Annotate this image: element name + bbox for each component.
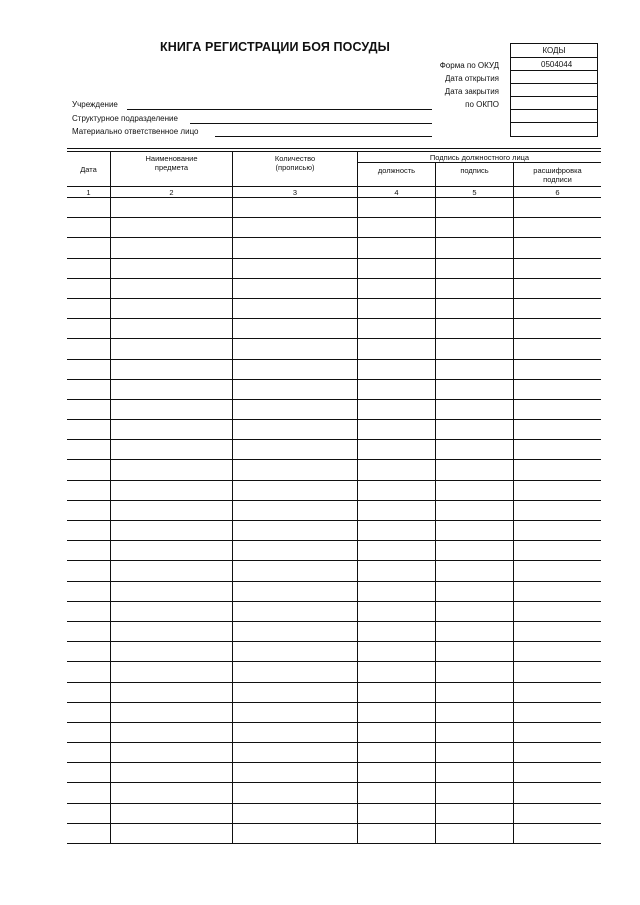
- table-row[interactable]: [67, 520, 601, 521]
- col-qty-header: Количество (прописью): [274, 154, 316, 172]
- col-num-5: 5: [472, 188, 477, 197]
- table-row[interactable]: [67, 399, 601, 400]
- table-row[interactable]: [67, 237, 601, 238]
- col-date-header: Дата: [80, 165, 97, 174]
- table-row[interactable]: [67, 258, 601, 259]
- institution-label: Учреждение: [72, 100, 118, 109]
- col-num-2: 2: [169, 188, 174, 197]
- table-row[interactable]: [67, 742, 601, 743]
- extra-code-cell-2[interactable]: [511, 123, 597, 136]
- okpo-code-cell[interactable]: [511, 97, 597, 110]
- close-date-label: Дата закрытия: [444, 87, 499, 96]
- col-position-header: должность: [377, 166, 416, 175]
- table-row[interactable]: [67, 540, 601, 541]
- table-row[interactable]: [67, 217, 601, 218]
- responsible-field[interactable]: [215, 136, 432, 137]
- col-divider-1: [110, 151, 111, 843]
- table-row[interactable]: [67, 500, 601, 501]
- table-row[interactable]: [67, 560, 601, 561]
- table-row[interactable]: [67, 318, 601, 319]
- division-label: Структурное подразделение: [72, 114, 178, 123]
- col-num-3: 3: [292, 188, 298, 197]
- col-num-1: 1: [86, 188, 91, 197]
- table-row[interactable]: [67, 661, 601, 662]
- close-date-cell[interactable]: [511, 84, 597, 97]
- table-row[interactable]: [67, 298, 601, 299]
- header-bottom-rule: [67, 186, 601, 187]
- codes-box: [510, 43, 598, 137]
- number-row-bottom-rule: [67, 197, 601, 198]
- table-row[interactable]: [67, 338, 601, 339]
- table-row[interactable]: [67, 379, 601, 380]
- col-decoding-header: расшифровка подписи: [533, 166, 582, 184]
- table-row[interactable]: [67, 621, 601, 622]
- col-signature-header: подпись: [460, 166, 489, 175]
- col-sign-group-header: Подпись должностного лица: [429, 153, 530, 162]
- table-row[interactable]: [67, 439, 601, 440]
- table-row[interactable]: [67, 459, 601, 460]
- table-row[interactable]: [67, 601, 601, 602]
- open-date-cell[interactable]: [511, 71, 597, 84]
- table-top-rule-1: [67, 148, 601, 149]
- col-divider-5: [513, 162, 514, 843]
- table-row[interactable]: [67, 278, 601, 279]
- col-divider-3: [357, 151, 358, 843]
- col-name-header: Наименование предмета: [145, 154, 198, 172]
- col-divider-2: [232, 151, 233, 843]
- col-num-4: 4: [394, 188, 399, 197]
- table-row[interactable]: [67, 722, 601, 723]
- table-row[interactable]: [67, 702, 601, 703]
- table-row[interactable]: [67, 823, 601, 824]
- table-row[interactable]: [67, 843, 601, 844]
- division-field[interactable]: [190, 123, 432, 124]
- table-row[interactable]: [67, 782, 601, 783]
- sign-group-rule: [358, 162, 601, 163]
- okpo-label: по ОКПО: [465, 100, 499, 109]
- table-row[interactable]: [67, 581, 601, 582]
- table-top-rule-2: [67, 151, 601, 152]
- table-row[interactable]: [67, 419, 601, 420]
- table-row[interactable]: [67, 762, 601, 763]
- extra-code-cell-1[interactable]: [511, 110, 597, 123]
- responsible-label: Материально ответственное лицо: [72, 127, 199, 136]
- col-divider-4: [435, 162, 436, 843]
- table-row[interactable]: [67, 803, 601, 804]
- col-num-6: 6: [555, 188, 560, 197]
- table-row[interactable]: [67, 641, 601, 642]
- table-row[interactable]: [67, 480, 601, 481]
- okud-label: Форма по ОКУД: [439, 61, 499, 70]
- open-date-label: Дата открытия: [444, 74, 499, 83]
- page-title: КНИГА РЕГИСТРАЦИИ БОЯ ПОСУДЫ: [159, 40, 391, 54]
- institution-field[interactable]: [127, 109, 432, 110]
- okud-code-cell[interactable]: 0504044: [511, 58, 597, 71]
- table-row[interactable]: [67, 359, 601, 360]
- codes-header: КОДЫ: [511, 44, 597, 58]
- table-row[interactable]: [67, 682, 601, 683]
